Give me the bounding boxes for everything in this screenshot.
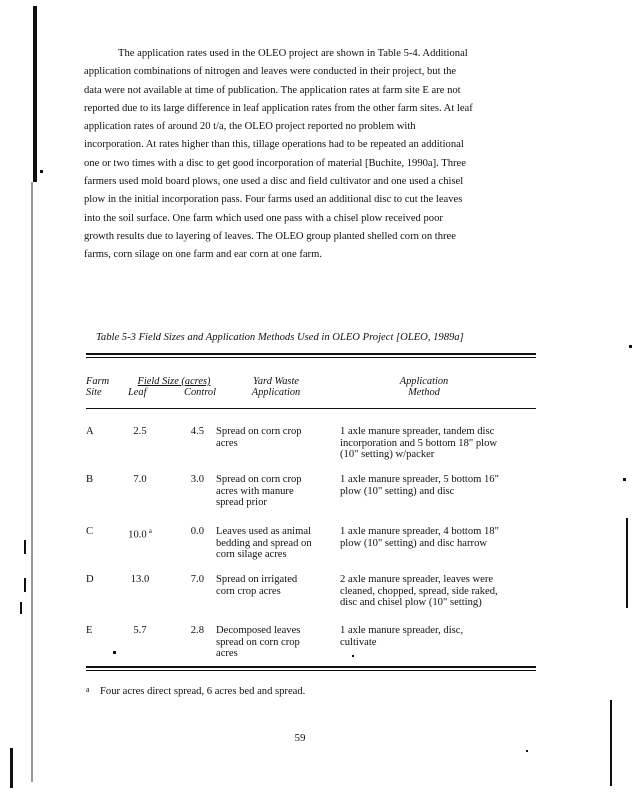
cell-leaf: 7.0 <box>133 474 147 485</box>
cell-method <box>340 574 536 609</box>
cell-control: 0.0 <box>190 526 204 537</box>
scan-speck <box>352 655 354 657</box>
header-field-size-subcolumns <box>126 387 222 398</box>
cell-site: A <box>86 426 94 437</box>
cell-line: Spread on irrigated <box>216 574 298 585</box>
header-field-size <box>126 376 222 398</box>
cell-site: B <box>86 474 94 485</box>
header-leaf: Leaf <box>128 387 147 398</box>
footnote-text: Four acres direct spread, 6 acres bed and spread. <box>100 686 306 697</box>
scan-speck <box>40 170 43 173</box>
cell-method <box>340 474 536 497</box>
cell-method <box>340 526 536 549</box>
cell-line: spread prior <box>216 497 267 508</box>
cell-method <box>340 625 536 648</box>
cell-line: corn silage acres <box>216 549 287 560</box>
cell-line: Leaves used as animal <box>216 526 312 537</box>
paragraph-line: data were not available at time of publication. The application rates at farm site E are not <box>84 84 461 96</box>
table-bottom-rule-secondary <box>86 670 536 671</box>
table-top-rule-secondary <box>86 357 536 358</box>
scan-edge-mark <box>10 748 13 788</box>
header-method-application-line: Application <box>399 376 449 387</box>
header-yard-waste-line: Yard Waste <box>253 376 299 387</box>
scan-edge-mark <box>33 6 37 182</box>
cell-control: 7.0 <box>190 574 204 585</box>
paragraph-line: reported due to its large difference in leaf application rates from the other farm sites. At leaf <box>84 102 473 114</box>
paragraph-line: application combinations of nitrogen and leaves were conducted in their project, but the <box>84 66 457 78</box>
table-caption: Table 5-3 Field Sizes and Application Methods Used in OLEO Project [OLEO, 1989a] <box>96 332 464 343</box>
page-number: 59 <box>294 732 306 744</box>
header-farm-label: Farm <box>86 376 110 387</box>
header-method-line: Method <box>408 387 440 398</box>
paragraph-line: one or two times with a disc to get good incorporation of material [Buchite, 1990a]. Three <box>84 157 466 169</box>
cell-method <box>340 426 536 461</box>
header-application-line: Application <box>251 387 301 398</box>
scan-speck <box>629 345 632 348</box>
header-yard-waste <box>230 376 322 398</box>
header-method <box>372 376 476 398</box>
paragraph-line: incorporation. At rates higher than this, tillage operations had to be repeated an additional <box>84 139 464 151</box>
paragraph-line: plow in the initial incorporation pass. Four farms used an additional disc to cut the leaves <box>84 194 463 206</box>
cell-line: cultivate <box>340 636 377 648</box>
cell-line: plow (10" setting) and disc <box>340 485 455 497</box>
cell-line: spread on corn crop <box>216 636 300 648</box>
table-top-rule <box>86 353 536 355</box>
scan-speck <box>24 578 26 592</box>
cell-line: bedding and spread on <box>216 537 312 549</box>
footnote-marker: a <box>148 527 152 535</box>
scan-speck <box>113 651 116 654</box>
cell-line: (10" setting) w/packer <box>340 449 435 460</box>
cell-line: Spread on corn crop <box>216 474 302 485</box>
cell-line: Spread on corn crop <box>216 426 302 437</box>
table-header-rule <box>86 408 536 409</box>
cell-line: acres with manure <box>216 485 294 497</box>
header-control: Control <box>184 387 216 398</box>
cell-line: Decomposed leaves <box>216 625 301 636</box>
cell-application <box>216 474 344 509</box>
scan-speck <box>20 602 22 614</box>
scan-speck <box>526 750 528 752</box>
scan-speck <box>24 540 26 554</box>
cell-line: cleaned, chopped, spread, side raked, <box>340 585 498 597</box>
cell-leaf: 13.0 <box>130 574 150 585</box>
cell-application <box>216 426 344 449</box>
header-site-label: Site <box>86 387 102 398</box>
cell-line: disc and chisel plow (10" setting) <box>340 597 482 608</box>
cell-application <box>216 625 344 660</box>
cell-leaf-value: 10.0 <box>128 529 147 541</box>
body-paragraph <box>84 45 529 265</box>
cell-application <box>216 574 344 597</box>
cell-leaf: 2.5 <box>133 426 147 437</box>
paragraph-line: The application rates used in the OLEO project are shown in Table 5-4. Additional <box>118 48 468 59</box>
cell-line: 1 axle manure spreader, tandem disc <box>340 426 495 437</box>
cell-site: E <box>86 625 93 636</box>
cell-control: 4.5 <box>190 426 204 437</box>
paragraph-line: growth results due to layering of leaves. The OLEO group planted shelled corn on three <box>84 230 456 242</box>
table-footnote <box>86 685 305 697</box>
cell-line: corn crop acres <box>216 585 281 597</box>
cell-control: 2.8 <box>190 625 204 636</box>
cell-leaf <box>122 526 158 541</box>
cell-site: D <box>86 574 94 585</box>
cell-line: acres <box>216 437 238 449</box>
cell-line: incorporation and 5 bottom 18" plow <box>340 437 498 449</box>
cell-line: 2 axle manure spreader, leaves were <box>340 574 494 585</box>
scan-speck <box>623 478 626 481</box>
paragraph-line: farms, corn silage on one farm and ear corn at one farm. <box>84 249 322 261</box>
scan-edge-mark <box>31 182 33 782</box>
paragraph-line: farmers used mold board plows, one used a disc and field cultivator and one used a chisel <box>84 176 464 188</box>
cell-line: acres <box>216 648 238 659</box>
cell-line: 1 axle manure spreader, 4 bottom 18" <box>340 526 499 537</box>
table-bottom-rule <box>86 666 536 668</box>
footnote-marker: a <box>86 685 90 694</box>
cell-line: plow (10" setting) and disc harrow <box>340 537 488 549</box>
header-farm-site <box>86 376 109 398</box>
scan-edge-mark <box>626 518 628 608</box>
cell-line: 1 axle manure spreader, disc, <box>340 625 464 636</box>
cell-leaf: 5.7 <box>133 625 147 636</box>
scan-edge-mark <box>610 700 612 786</box>
header-field-size-title: Field Size (acres) <box>137 376 211 387</box>
paragraph-line: application rates of around 20 t/a, the OLEO project reported no problem with <box>84 121 416 133</box>
cell-line: 1 axle manure spreader, 5 bottom 16" <box>340 474 499 485</box>
paragraph-line: into the soil surface. One farm which used one pass with a chisel plow received poor <box>84 212 443 224</box>
cell-application <box>216 526 344 561</box>
cell-site: C <box>86 526 94 537</box>
cell-control: 3.0 <box>190 474 204 485</box>
